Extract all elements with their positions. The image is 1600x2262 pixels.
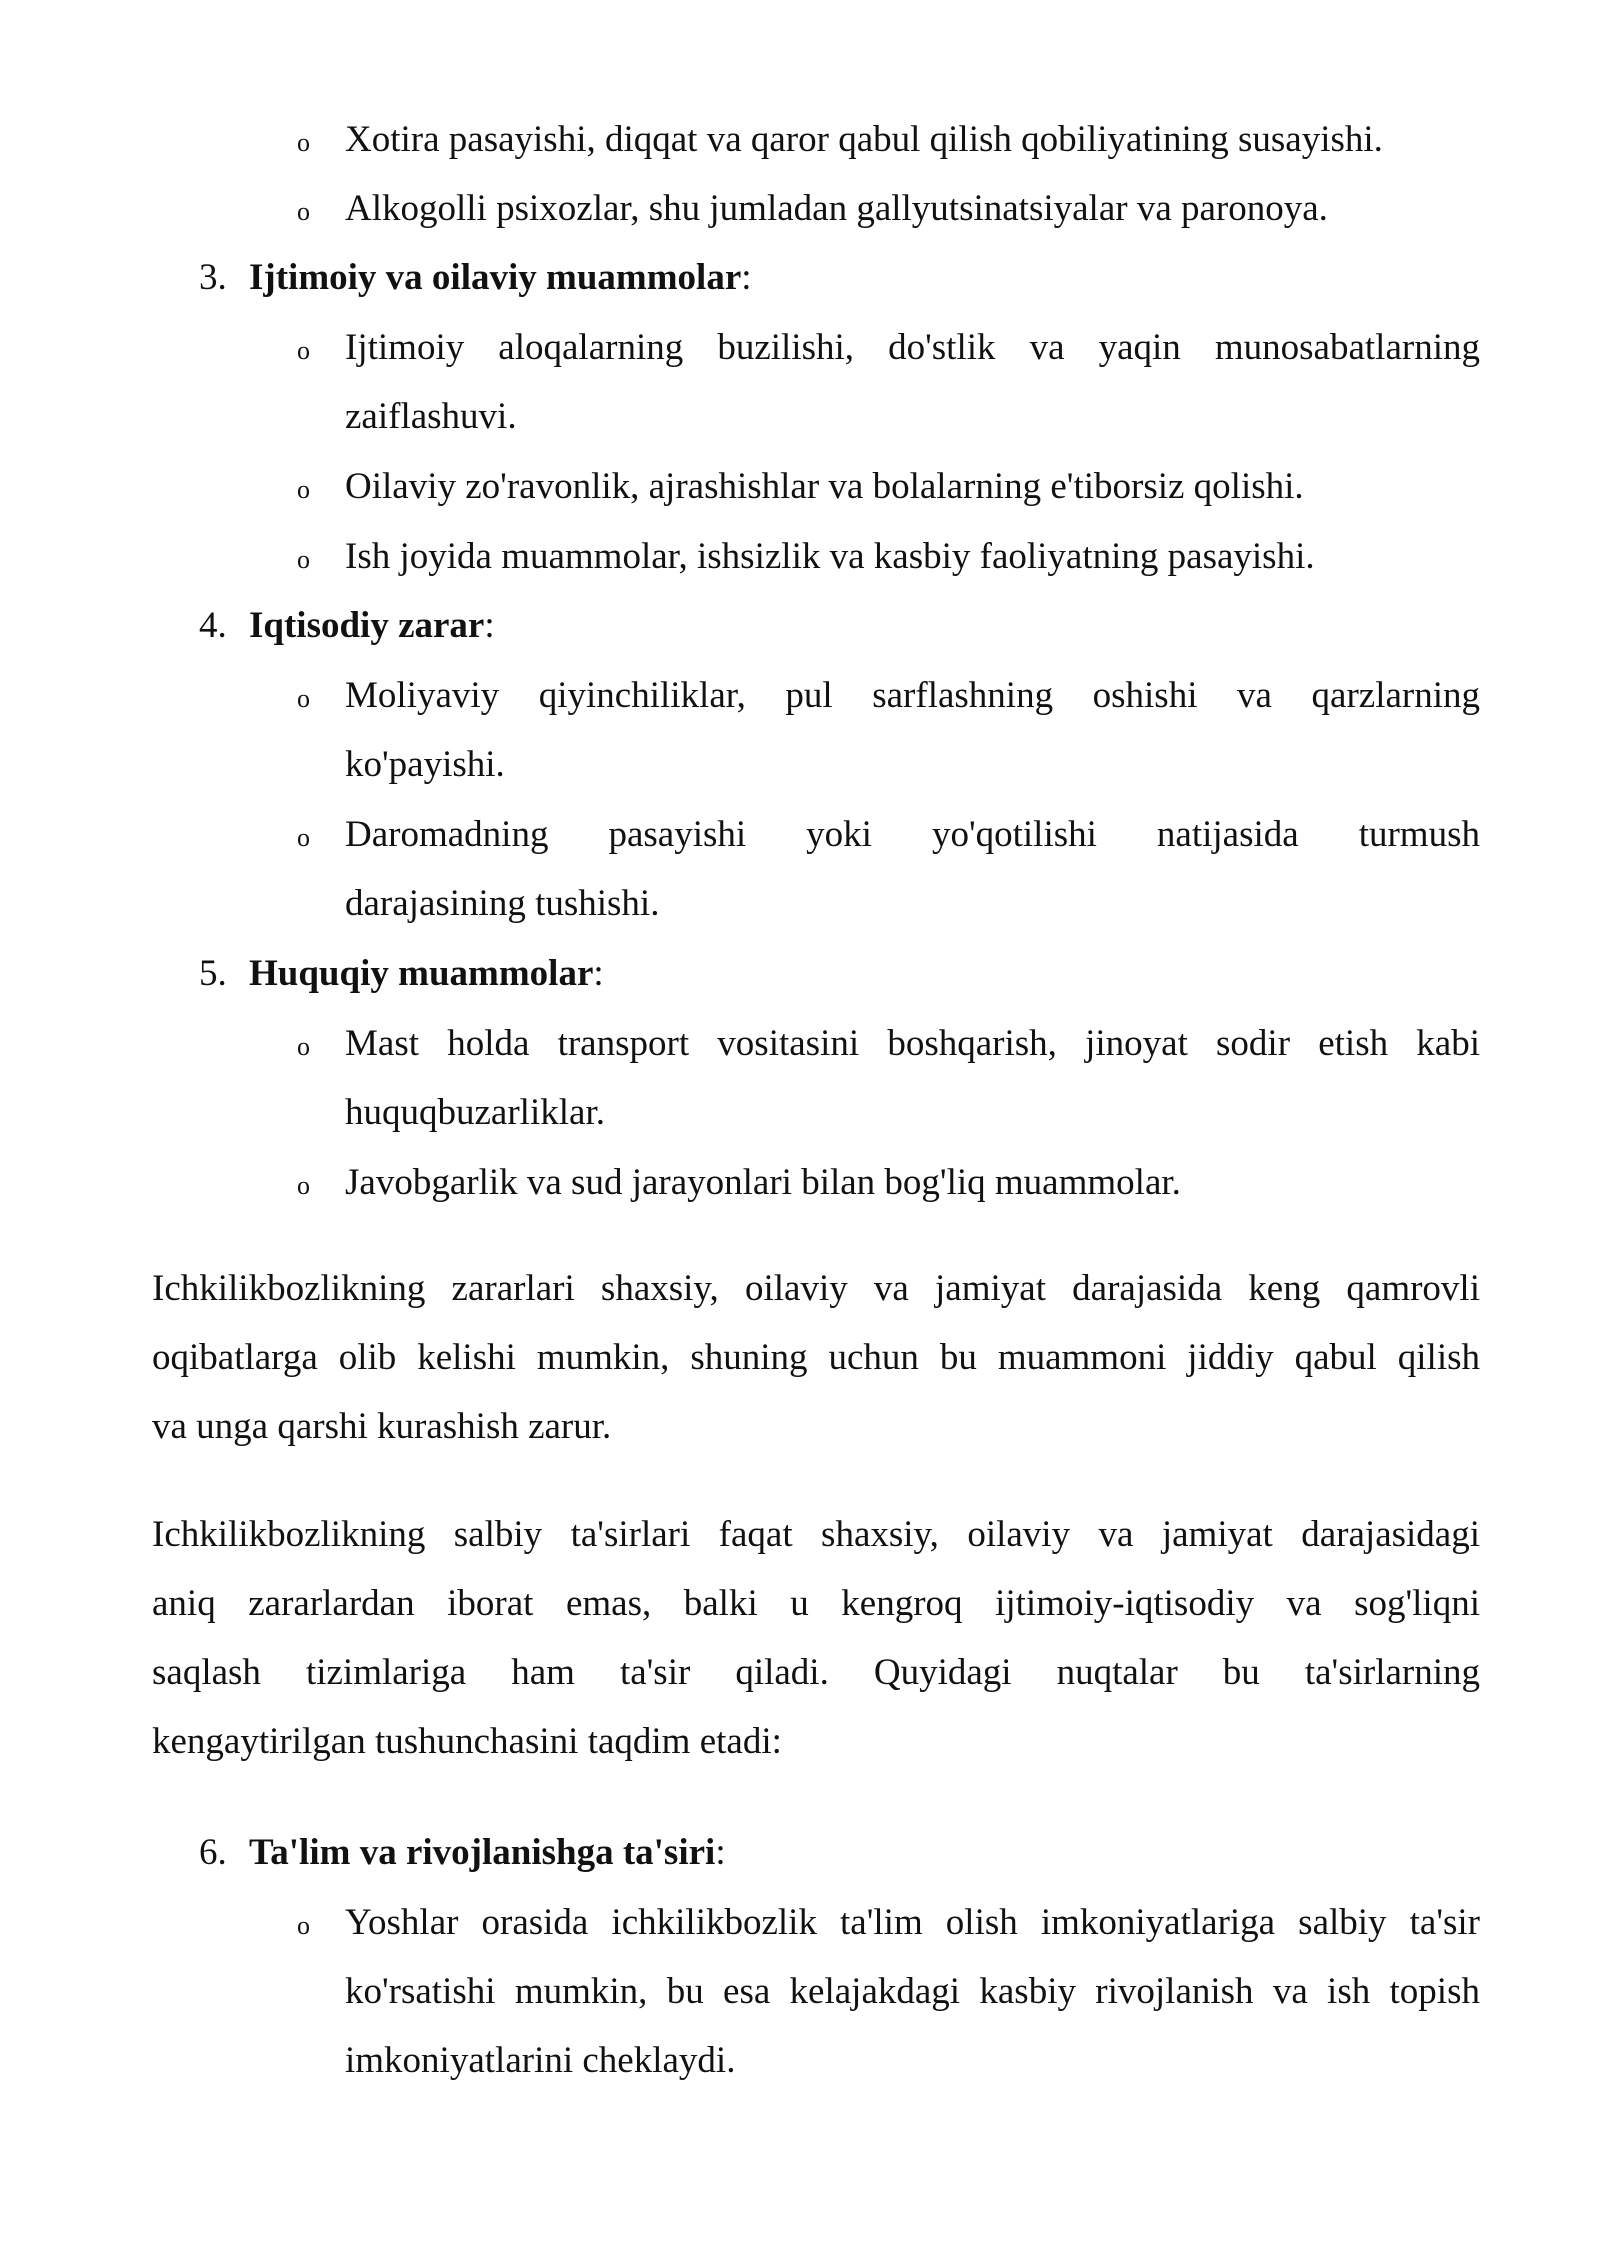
paragraph-line: oqibatlarga olib kelishi mumkin, shuning uchun bu muammoni jiddiy qabul qilish (152, 1337, 1480, 1378)
paragraph-line: Ichkilikbozlikning zararlari shaxsiy, oilaviy va jamiyat darajasida keng qamrovli (152, 1268, 1480, 1309)
paragraph-line: saqlash tizimlariga ham ta'sir qiladi. Quyidagi nuqtalar bu ta'sirlarning (152, 1652, 1480, 1693)
list-item: Oilaviy zo'ravonlik, ajrashishlar va bolalarning e'tiborsiz qolishi. (345, 466, 1304, 507)
heading-colon: : (715, 1832, 726, 1873)
list-item-continuation: zaiflashuvi. (345, 396, 517, 437)
bullet-marker: o (297, 545, 310, 574)
section-heading (249, 1830, 726, 1876)
bullet-marker: o (297, 1911, 310, 1940)
list-item: Mast holda transport vositasini boshqarish, jinoyat sodir etish kabi (345, 1023, 1480, 1064)
bullet-marker: o (297, 1032, 310, 1061)
section-number: 4. (199, 605, 227, 646)
list-item: Ish joyida muammolar, ishsizlik va kasbiy faoliyatning pasayishi. (345, 536, 1315, 577)
paragraph-line: aniq zararlardan iborat emas, balki u kengroq ijtimoiy-iqtisodiy va sog'liqni (152, 1583, 1480, 1624)
bullet-marker: o (297, 475, 310, 504)
bullet-marker: o (297, 336, 310, 365)
section-heading-text: Ta'lim va rivojlanishga ta'siri (249, 1832, 716, 1873)
section-heading-text: Iqtisodiy zarar (249, 605, 485, 646)
section-heading (249, 951, 604, 997)
paragraph-line: va unga qarshi kurashish zarur. (152, 1406, 612, 1447)
bullet-marker: o (297, 197, 310, 226)
bullet-marker: o (297, 684, 310, 713)
list-item-continuation: darajasining tushishi. (345, 883, 660, 924)
bullet-marker: o (297, 823, 310, 852)
list-item-continuation: ko'rsatishi mumkin, bu esa kelajakdagi kasbiy rivojlanish va ish topish (345, 1971, 1480, 2012)
list-item: Javobgarlik va sud jarayonlari bilan bog'liq muammolar. (345, 1162, 1181, 1203)
list-item: Yoshlar orasida ichkilikbozlik ta'lim olish imkoniyatlariga salbiy ta'sir (345, 1902, 1480, 1943)
section-heading-text: Huquqiy muammolar (249, 953, 594, 994)
section-number: 6. (199, 1832, 227, 1873)
list-item: Alkogolli psixozlar, shu jumladan gallyutsinatsiyalar va paronoya. (345, 188, 1328, 229)
list-item: Moliyaviy qiyinchiliklar, pul sarflashning oshishi va qarzlarning (345, 675, 1480, 716)
bullet-marker: o (297, 1171, 310, 1200)
bullet-marker: o (297, 128, 310, 157)
list-item: Xotira pasayishi, diqqat va qaror qabul qilish qobiliyatining susayishi. (345, 119, 1383, 160)
paragraph-line: kengaytirilgan tushunchasini taqdim etadi: (152, 1721, 782, 1762)
section-number: 3. (199, 257, 227, 298)
section-number: 5. (199, 953, 227, 994)
list-item-continuation: ko'payishi. (345, 744, 505, 785)
paragraph-line: Ichkilikbozlikning salbiy ta'sirlari faqat shaxsiy, oilaviy va jamiyat darajasidagi (152, 1514, 1480, 1555)
list-item-continuation: huquqbuzarliklar. (345, 1092, 605, 1133)
section-heading-text: Ijtimoiy va oilaviy muammolar (249, 257, 742, 298)
heading-colon: : (741, 257, 752, 298)
section-heading (249, 603, 495, 649)
heading-colon: : (593, 953, 604, 994)
list-item-continuation: imkoniyatlarini cheklaydi. (345, 2040, 736, 2081)
heading-colon: : (484, 605, 495, 646)
section-heading (249, 255, 752, 301)
list-item: Ijtimoiy aloqalarning buzilishi, do'stlik va yaqin munosabatlarning (345, 327, 1480, 368)
list-item: Daromadning pasayishi yoki yo'qotilishi natijasida turmush (345, 814, 1480, 855)
